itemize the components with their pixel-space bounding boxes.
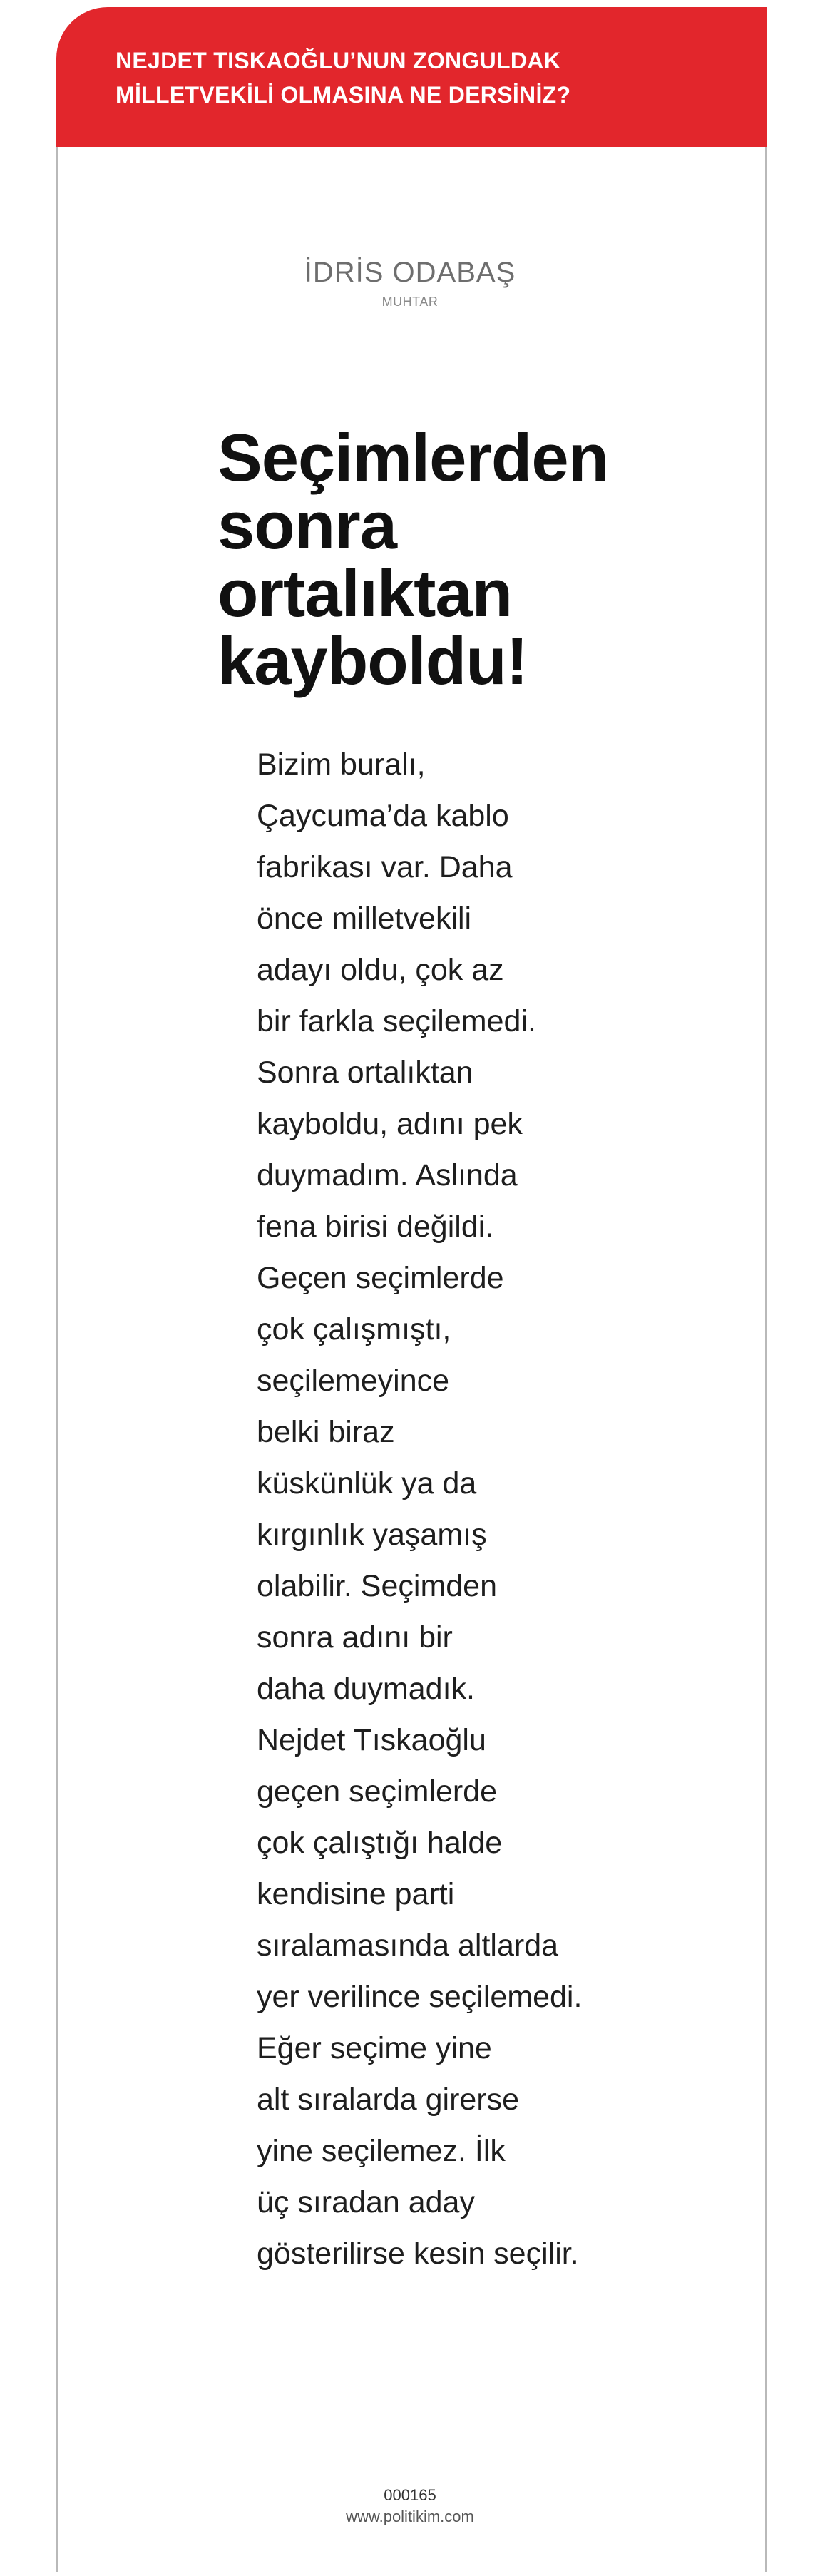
body-line: bir farkla seçilemedi. (257, 1004, 536, 1038)
body-line: yer verilince seçilemedi. (257, 1980, 583, 2014)
body-line: kırgınlık yaşamış (257, 1518, 487, 1552)
body-line: Çaycuma’da kablo (257, 799, 509, 833)
body-line: önce milletvekili (257, 901, 472, 936)
body-line: alt sıralarda girerse (257, 2082, 520, 2117)
headline-line: sonra (217, 488, 396, 563)
body-line: küskünlük ya da (257, 1466, 477, 1501)
body-line: Bizim buralı, (257, 747, 426, 782)
body-line: adayı oldu, çok az (257, 953, 504, 987)
body-line: yine seçilemez. İlk (257, 2134, 506, 2168)
body-line: sıralamasında altlarda (257, 1928, 559, 1963)
site-url: www.politikim.com (346, 2508, 474, 2525)
body-line: Nejdet Tıskaoğlu (257, 1723, 486, 1757)
page-footer (0, 2485, 820, 2528)
body-line: kayboldu, adını pek (257, 1107, 523, 1141)
banner-line-2: MİLLETVEKİLİ OLMASINA NE DERSİNİZ? (116, 82, 571, 108)
body-line: fena birisi değildi. (257, 1210, 494, 1244)
body-line: çok çalıştığı halde (257, 1826, 503, 1860)
body-line: belki biraz (257, 1415, 395, 1449)
question-banner (56, 7, 767, 147)
headline-line: ortalıktan (217, 556, 513, 630)
page-code: 000165 (384, 2486, 436, 2504)
body-line: daha duymadık. (257, 1672, 475, 1706)
body-text (257, 739, 742, 2279)
body-line: Eğer seçime yine (257, 2031, 492, 2065)
body-line: Geçen seçimlerde (257, 1261, 504, 1295)
headline (217, 420, 717, 698)
author-name: İDRİS ODABAŞ (304, 257, 516, 288)
page-border-right (765, 147, 767, 2572)
author-role: MUHTAR (381, 295, 439, 309)
body-line: üç sıradan aday (257, 2185, 475, 2219)
body-line: duymadım. Aslında (257, 1158, 518, 1192)
body-line: gösterilirse kesin seçilir. (257, 2237, 579, 2271)
body-line: Sonra ortalıktan (257, 1056, 473, 1090)
body-line: olabilir. Seçimden (257, 1569, 498, 1603)
body-line: geçen seçimlerde (257, 1774, 498, 1809)
headline-line: Seçimlerden (217, 420, 609, 495)
body-line: fabrikası var. Daha (257, 850, 513, 884)
body-line: sonra adını bir (257, 1620, 453, 1655)
body-line: kendisine parti (257, 1877, 455, 1911)
headline-line: kayboldu! (217, 623, 528, 698)
body-line: seçilemeyince (257, 1364, 450, 1398)
banner-line-1: NEJDET TISKAOĞLU’NUN ZONGULDAK (116, 48, 561, 73)
body-line: çok çalışmıştı, (257, 1312, 451, 1346)
author-block (0, 255, 820, 310)
page-border-left (56, 147, 58, 2572)
